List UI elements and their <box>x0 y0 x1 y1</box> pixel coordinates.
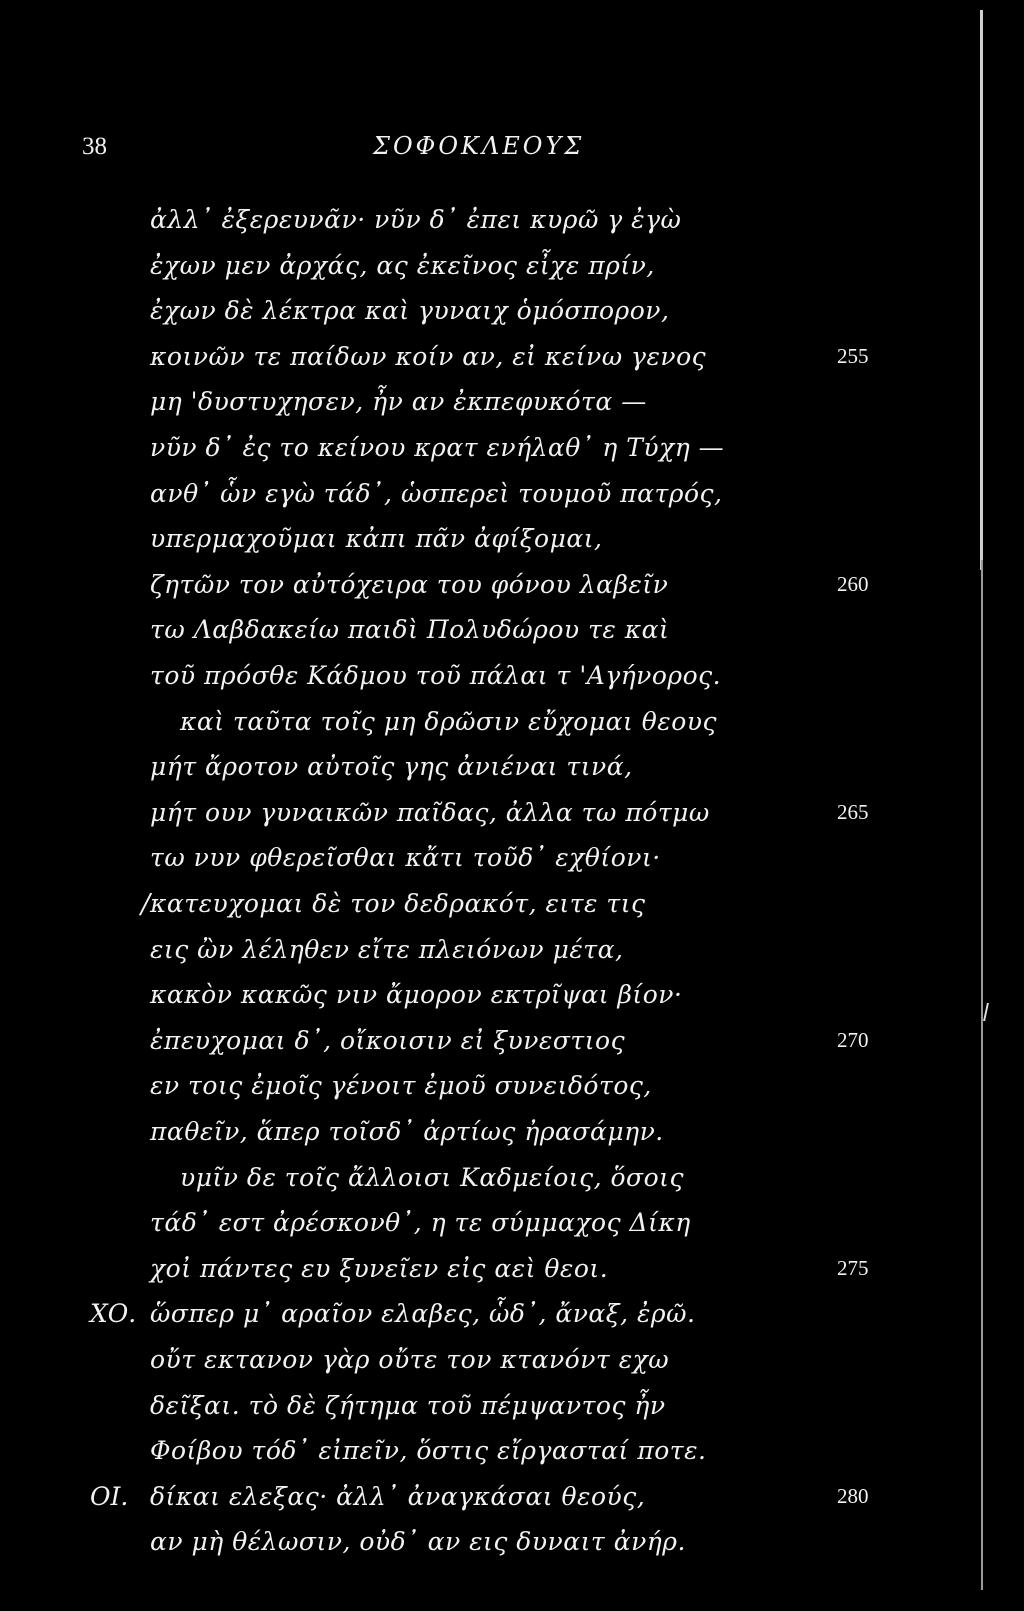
verse-text: τοῦ πρόσθε Κάδμου τοῦ πάλαι τ 'Αγήνορος. <box>150 661 722 690</box>
line-number: 270 <box>837 1027 869 1052</box>
verse-text: τω νυν φθερεῖσθαι κἄτι τοῦδ᾽ εχθίονι· <box>150 843 661 873</box>
verse-text: ζητῶν τον αὐτόχειρα του φόνου λαβεῖν <box>150 569 669 599</box>
verse-text: ἐχων δὲ λέκτρα καὶ γυναιχ ὁμόσπορον, <box>150 296 670 326</box>
verse-text: μη 'δυστυχησεν, ἦν αν ἐκπεφυκότα — <box>150 387 647 417</box>
speaker-label: ΟΙ. <box>90 1481 129 1511</box>
scan-edge-line-lower <box>981 560 983 1590</box>
verse-line <box>0 1482 1024 1522</box>
verse-line <box>0 296 1024 336</box>
verse-text: εν τοις ἐμοῖς γένοιτ ἐμοῦ συνειδότος, <box>150 1071 652 1101</box>
verse-line <box>0 1345 1024 1385</box>
line-number: 280 <box>837 1483 869 1508</box>
verse-text: ἐπευχομαι δ᾽, οἴκοισιν εἰ ξυνεστιος <box>150 1025 626 1055</box>
verse-text: παθεῖν, ἅπερ τοῖσδ᾽ ἀρτίως ἠρασάμην. <box>150 1117 664 1146</box>
verse-line <box>0 1254 1024 1294</box>
verse-line <box>0 1117 1024 1157</box>
verse-text: νῦν δ᾽ ἐς το κείνου κρατ ενήλαθ᾽ η Τύχη — <box>150 433 725 462</box>
verse-line <box>0 798 1024 838</box>
verse-text: χοἰ πάντες ευ ξυνεῖεν εἰς αεὶ θεοι. <box>150 1253 609 1283</box>
verse-text: μήτ ουν γυναικῶν παῖδας, ἀλλα τω πότμω <box>150 797 710 827</box>
verse-line <box>0 1071 1024 1111</box>
verse-line <box>0 1299 1024 1339</box>
verse-text: υπερμαχοῦμαι κἀπι πᾶν ἀφίξομαι, <box>150 524 603 554</box>
verse-line <box>0 251 1024 291</box>
line-number: 260 <box>837 571 869 596</box>
verse-text: εις ὢν λέληθεν εἴτε πλειόνων μέτα, <box>150 934 624 964</box>
verse-text: ανθ᾽ ὧν εγὼ τάδ᾽, ὡσπερεὶ τουμοῦ πατρός, <box>150 478 723 508</box>
verse-text: καὶ ταῦτα τοῖς μη δρῶσιν εὔχομαι θεους <box>180 706 717 736</box>
verse-line <box>0 387 1024 427</box>
verse-line <box>0 707 1024 747</box>
verse-line <box>0 1208 1024 1248</box>
page-number: 38 <box>82 133 107 160</box>
line-number: 255 <box>837 343 869 368</box>
line-number: 275 <box>837 1255 869 1280</box>
verse-text: κοινῶν τε παίδων κοίν αν, εἰ κείνω γενος <box>150 341 707 371</box>
verse-line <box>0 1436 1024 1476</box>
verse-text: μήτ ἄροτον αὐτοῖς γης ἀνιέναι τινά, <box>150 752 633 782</box>
running-title: ΣΟΦΟΚΛΕΟΥΣ <box>373 132 585 160</box>
verse-line <box>0 1391 1024 1431</box>
verse-line <box>0 1527 1024 1567</box>
margin-mark: / <box>141 889 151 920</box>
verse-line <box>0 433 1024 473</box>
verse-text: τάδ᾽ εστ ἀρέσκονθ᾽, η τε σύμμαχος Δίκη <box>150 1208 691 1238</box>
verse-text: κατευχομαι δὲ τον δεδρακότ, ειτε τις <box>150 889 646 918</box>
verse-text: ἐχων μεν ἀρχάς, ας ἐκεῖνος εἶχε πρίν, <box>150 250 655 280</box>
verse-line <box>0 843 1024 883</box>
speaker-label: ΧΟ. <box>90 1299 137 1329</box>
verse-line <box>0 1026 1024 1066</box>
verse-line <box>0 570 1024 610</box>
verse-text: ἀλλ᾽ ἐξερευνᾶν· νῦν δ᾽ ἐπει κυρῶ γ ἐγὼ <box>150 205 682 234</box>
verse-text: δίκαι ελεξας· ἀλλ᾽ ἀναγκάσαι θεούς, <box>150 1481 646 1511</box>
verse-line <box>0 935 1024 975</box>
verse-text: οὔτ εκτανον γὰρ οὔτε τον κτανόντ εχω <box>150 1345 670 1374</box>
verse-line <box>0 752 1024 792</box>
verse-line <box>0 980 1024 1020</box>
verse-line <box>0 889 1024 929</box>
verse-text: δεῖξαι. τὸ δὲ ζήτημα τοῦ πέμψαντος ἦν <box>150 1390 666 1420</box>
verse-text: κακὸν κακῶς νιν ἄμορον εκτρῖψαι βίον· <box>150 980 683 1010</box>
verse-text: Φοίβου τόδ᾽ εἰπεῖν, ὅστις εἴργασταί ποτε. <box>150 1436 707 1466</box>
verse-line <box>0 479 1024 519</box>
verse-text: υμῖν δε τοῖς ἄλλοισι Καδμείοις, ὅσοις <box>180 1162 684 1192</box>
verse-line <box>0 615 1024 655</box>
verse-line <box>0 205 1024 245</box>
verse-line <box>0 524 1024 564</box>
verse-text: τω Λαβδακείω παιδὶ Πολυδώρου τε καὶ <box>150 615 670 645</box>
line-number: 265 <box>837 799 869 824</box>
verse-line <box>0 1163 1024 1203</box>
verse-text: ὥσπερ μ᾽ αραῖον ελαβες, ὧδ᾽, ἄναξ, ἐρῶ. <box>150 1299 696 1329</box>
verse-line <box>0 342 1024 382</box>
verse-text: αν μὴ θέλωσιν, οὐδ᾽ αν εις δυναιτ ἀνήρ. <box>150 1527 686 1557</box>
verse-line <box>0 661 1024 701</box>
scan-edge-line <box>980 10 983 570</box>
